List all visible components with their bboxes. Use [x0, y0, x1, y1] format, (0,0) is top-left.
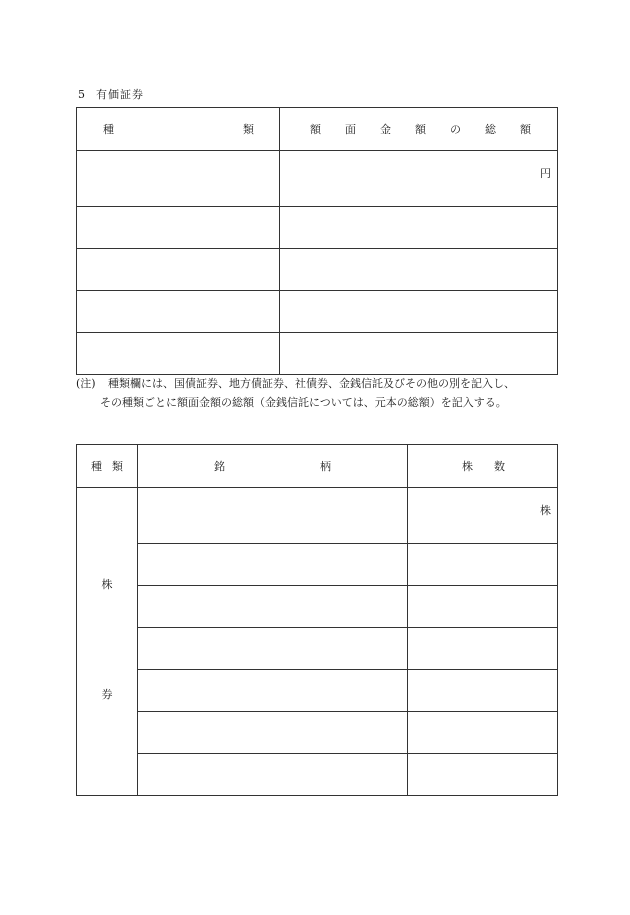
header-shares-char: 数	[494, 460, 505, 473]
header-kind-char: 類	[243, 123, 254, 136]
table-row	[77, 712, 558, 754]
header-amount-char: 面	[345, 123, 356, 136]
header-amount-char: 金	[380, 123, 391, 136]
table-row	[77, 628, 558, 670]
amount-input-cell[interactable]	[280, 249, 558, 291]
table2-header-row	[77, 445, 558, 488]
table-row	[77, 249, 558, 291]
table-row	[77, 754, 558, 796]
brand-input-cell[interactable]	[138, 628, 408, 670]
table-row	[77, 151, 558, 207]
shares-unit: 株	[540, 504, 551, 517]
shares-input-cell[interactable]	[408, 712, 558, 754]
shares-input-cell[interactable]	[408, 754, 558, 796]
note	[76, 374, 576, 412]
kind-value-char: 株	[101, 578, 113, 591]
kind-input-cell[interactable]	[77, 151, 280, 207]
kind-value-char: 券	[101, 688, 113, 701]
header-shares	[408, 445, 558, 488]
header-brand-char: 銘	[214, 460, 225, 473]
header-amount-char: 額	[415, 123, 426, 136]
shares-input-cell[interactable]	[408, 628, 558, 670]
header-kind-char: 種	[91, 460, 102, 473]
section-title-text: 有価証券	[96, 88, 144, 101]
header-kind-char: 類	[112, 460, 123, 473]
yen-unit: 円	[540, 167, 551, 180]
brand-input-cell[interactable]	[138, 670, 408, 712]
shares-input-cell[interactable]	[408, 544, 558, 586]
kind-input-cell[interactable]	[77, 333, 280, 375]
table-row	[77, 291, 558, 333]
header-shares-char: 株	[462, 460, 473, 473]
note-label: (注)	[76, 377, 96, 390]
header-kind-char: 種	[103, 123, 114, 136]
shares-input-cell[interactable]	[408, 670, 558, 712]
header-amount-char: の	[450, 123, 461, 136]
amount-input-cell[interactable]	[280, 151, 558, 207]
header-brand-char: 柄	[320, 460, 331, 473]
header-amount-char: 額	[310, 123, 321, 136]
securities-amount-table	[76, 107, 558, 375]
header-total-face-amount	[280, 108, 558, 151]
note-line-1: 種類欄には、国債証券、地方債証券、社債券、金銭信託及びその他の別を記入し、	[108, 377, 515, 390]
table-row	[77, 544, 558, 586]
header-amount-char: 額	[520, 123, 531, 136]
header-amount-char: 総	[485, 123, 496, 136]
brand-input-cell[interactable]	[138, 712, 408, 754]
table-row	[77, 207, 558, 249]
brand-input-cell[interactable]	[138, 544, 408, 586]
amount-input-cell[interactable]	[280, 291, 558, 333]
table1-header-row	[77, 108, 558, 151]
table-row	[77, 670, 558, 712]
table-row	[77, 586, 558, 628]
header-kind	[77, 445, 138, 488]
table-row	[77, 488, 558, 544]
shares-input-cell[interactable]	[408, 586, 558, 628]
kind-input-cell[interactable]	[77, 249, 280, 291]
header-brand	[138, 445, 408, 488]
section-number: 5	[78, 88, 86, 101]
header-kind	[77, 108, 280, 151]
section-title	[78, 86, 144, 102]
kind-input-cell[interactable]	[77, 291, 280, 333]
kind-input-cell[interactable]	[77, 207, 280, 249]
note-line-2: その種類ごとに額面金額の総額（金銭信託については、元本の総額）を記入する。	[100, 396, 507, 409]
brand-input-cell[interactable]	[138, 586, 408, 628]
stock-certificates-table	[76, 444, 558, 796]
brand-input-cell[interactable]	[138, 488, 408, 544]
kind-stock-certificate	[77, 488, 138, 796]
amount-input-cell[interactable]	[280, 207, 558, 249]
brand-input-cell[interactable]	[138, 754, 408, 796]
amount-input-cell[interactable]	[280, 333, 558, 375]
table-row	[77, 333, 558, 375]
shares-input-cell[interactable]	[408, 488, 558, 544]
